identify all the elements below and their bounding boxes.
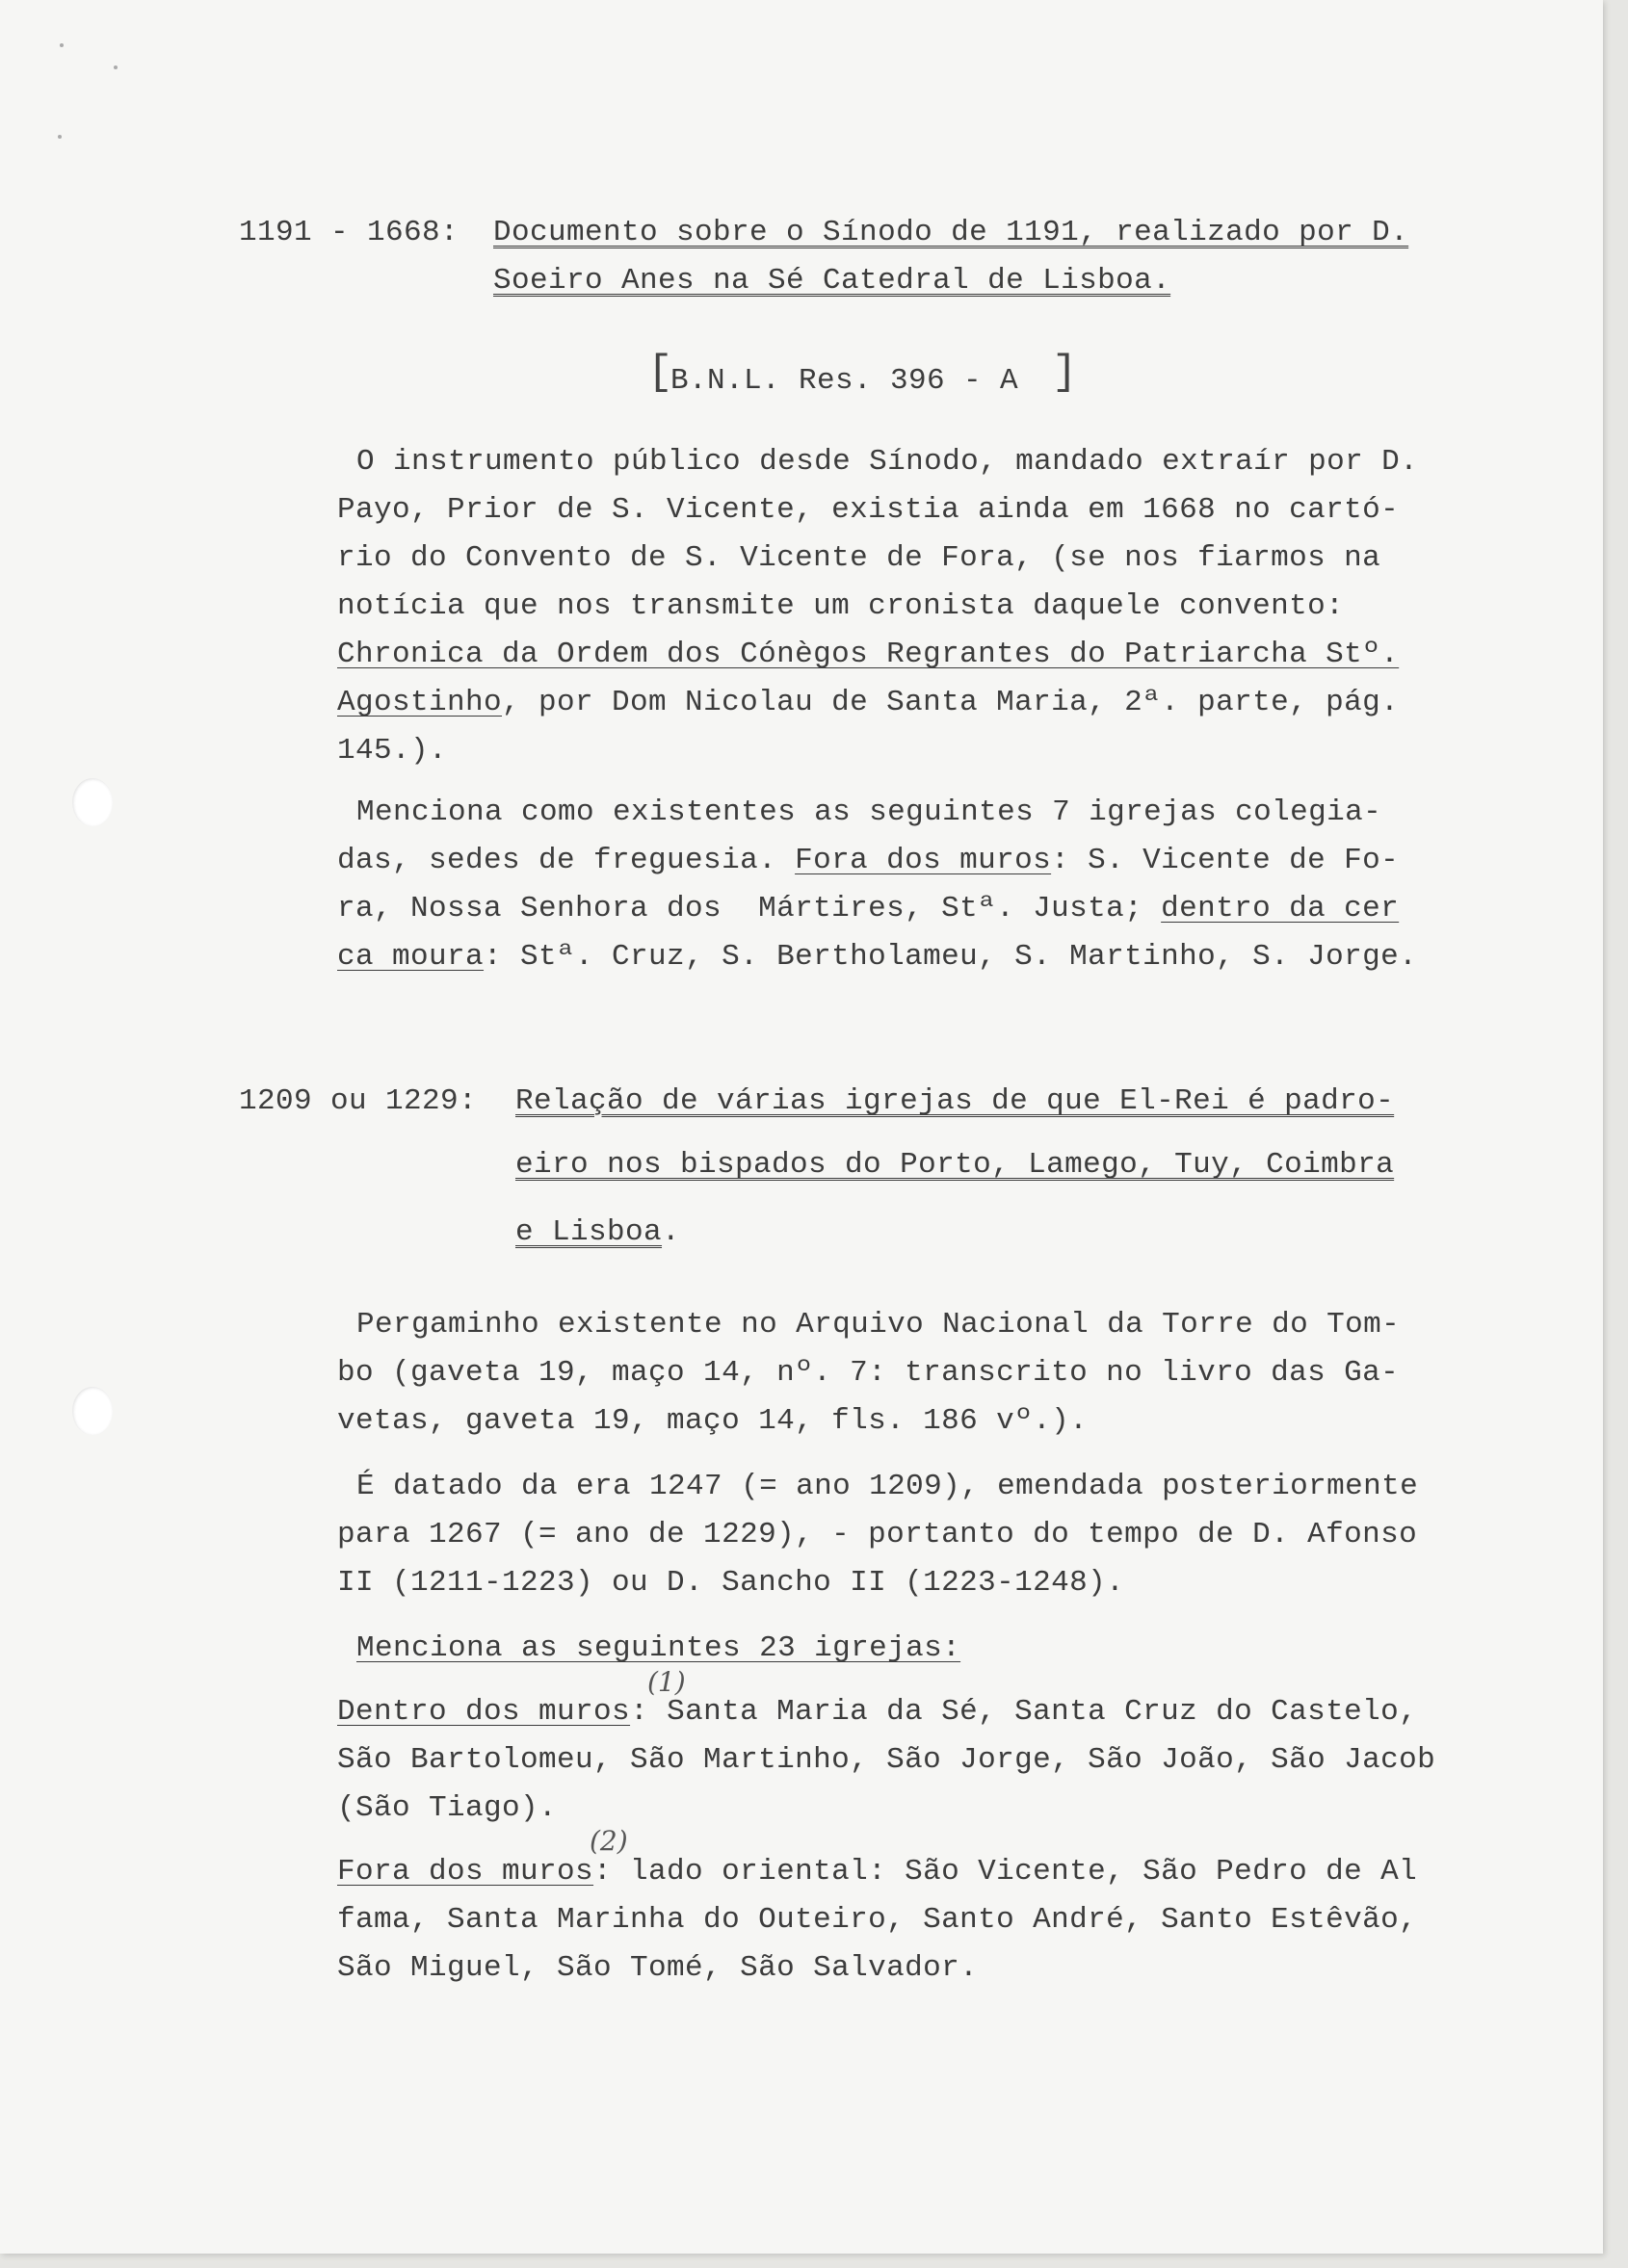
footnote-mark-1: (1) bbox=[647, 1666, 686, 1698]
entry2-para2-line: para 1267 (= ano de 1229), - portanto do tempo de D. Afonso bbox=[337, 1518, 1418, 1551]
entry2-title-lisboa: e Lisboa bbox=[515, 1215, 663, 1249]
entry2-title-line1: Relação de várias igrejas de que El-Rei é padro- bbox=[515, 1084, 1395, 1118]
entry2-dentro-line bbox=[337, 1695, 1417, 1730]
paper-speck bbox=[114, 65, 118, 69]
entry1-date: 1191 - 1668: bbox=[239, 216, 460, 249]
entry2-title-line2: eiro nos bispados do Porto, Lamego, Tuy, Coimbra bbox=[515, 1148, 1395, 1182]
entry2-fora-label: Fora dos muros bbox=[337, 1855, 594, 1889]
entry1-para1-line: O instrumento público desde Sínodo, mandado extraír por D. bbox=[356, 445, 1419, 479]
entry1-title-line1: Documento sobre o Sínodo de 1191, realizado por D. bbox=[493, 216, 1409, 249]
entry2-fora-text: : lado oriental: São Vicente, São Pedro de Al bbox=[593, 1855, 1418, 1889]
entry2-fora-line: fama, Santa Marinha do Outeiro, Santo André, Santo Estêvão, bbox=[337, 1903, 1418, 1937]
entry2-para1-line: Pergaminho existente no Arquivo Nacional da Torre do Tom- bbox=[356, 1308, 1401, 1342]
entry1-reference: B.N.L. Res. 396 - A bbox=[670, 364, 1019, 398]
entry2-dentro-text: : Santa Maria da Sé, Santa Cruz do Castelo, bbox=[630, 1695, 1418, 1729]
entry2-para2-line: II (1211-1223) ou D. Sancho II (1223-1248). bbox=[337, 1566, 1125, 1600]
entry2-dentro-line: São Bartolomeu, São Martinho, São Jorge, São João, São Jacob bbox=[337, 1743, 1436, 1777]
entry2-title-line3 bbox=[515, 1215, 680, 1250]
entry1-para2-text: : Stª. Cruz, S. Bertholameu, S. Martinho, S. Jorge. bbox=[484, 940, 1418, 974]
entry2-dentro-line: (São Tiago). bbox=[337, 1791, 558, 1825]
entry1-fora-dos-muros: Fora dos muros bbox=[795, 844, 1052, 877]
entry2-para2-line: É datado da era 1247 (= ano 1209), emendada posteriormente bbox=[356, 1470, 1419, 1503]
paper-speck bbox=[60, 43, 64, 47]
entry1-title-line2: Soeiro Anes na Sé Catedral de Lisboa. bbox=[493, 264, 1171, 298]
entry1-dentro-da-cerca: dentro da cer bbox=[1161, 892, 1400, 925]
entry1-para2-line bbox=[337, 892, 1399, 926]
entry1-para2-text: das, sedes de freguesia. bbox=[337, 844, 796, 877]
entry1-para1-line: 145.). bbox=[337, 734, 448, 768]
entry2-fora-line: São Miguel, São Tomé, São Salvador. bbox=[337, 1951, 979, 1985]
reference-bracket-left: [ bbox=[647, 349, 673, 397]
punch-hole-bottom bbox=[72, 1387, 113, 1435]
entry1-para2-text: : S. Vicente de Fo- bbox=[1051, 844, 1400, 877]
punch-hole-top bbox=[72, 778, 113, 826]
paper-speck bbox=[58, 135, 62, 139]
entry2-date: 1209 ou 1229: bbox=[239, 1084, 478, 1118]
entry1-para1-line: notícia que nos transmite um cronista daquele convento: bbox=[337, 589, 1345, 623]
entry2-fora-line bbox=[337, 1855, 1417, 1890]
entry1-para2-line: Menciona como existentes as seguintes 7 igrejas colegia- bbox=[356, 795, 1382, 829]
reference-bracket-right: ] bbox=[1052, 349, 1078, 397]
entry2-para1-line: bo (gaveta 19, maço 14, nº. 7: transcrito no livro das Ga- bbox=[337, 1356, 1400, 1390]
entry1-para1-rest: , por Dom Nicolau de Santa Maria, 2ª. parte, pág. bbox=[502, 686, 1400, 719]
entry2-dentro-label: Dentro dos muros bbox=[337, 1695, 631, 1729]
entry1-para1-line bbox=[337, 686, 1399, 720]
entry1-chronica-title: Chronica da Ordem dos Cónègos Regrantes do Patriarcha Stº. bbox=[337, 638, 1400, 671]
entry2-title-period: . bbox=[662, 1215, 681, 1249]
entry1-cerca-moura: ca moura bbox=[337, 940, 485, 974]
footnote-mark-2: (2) bbox=[590, 1825, 628, 1857]
entry2-para1-line: vetas, gaveta 19, maço 14, fls. 186 vº.). bbox=[337, 1404, 1089, 1438]
entry1-agostinho: Agostinho bbox=[337, 686, 503, 719]
entry1-para2-line bbox=[337, 940, 1417, 975]
entry1-para2-line bbox=[337, 844, 1399, 878]
entry1-para2-text: ra, Nossa Senhora dos Mártires, Stª. Justa; bbox=[337, 892, 1162, 925]
entry1-para1-line: Payo, Prior de S. Vicente, existia ainda em 1668 no cartó- bbox=[337, 493, 1400, 527]
entry1-para1-line: rio do Convento de S. Vicente de Fora, (se nos fiarmos na bbox=[337, 541, 1381, 575]
entry2-para3: Menciona as seguintes 23 igrejas: bbox=[356, 1631, 961, 1665]
